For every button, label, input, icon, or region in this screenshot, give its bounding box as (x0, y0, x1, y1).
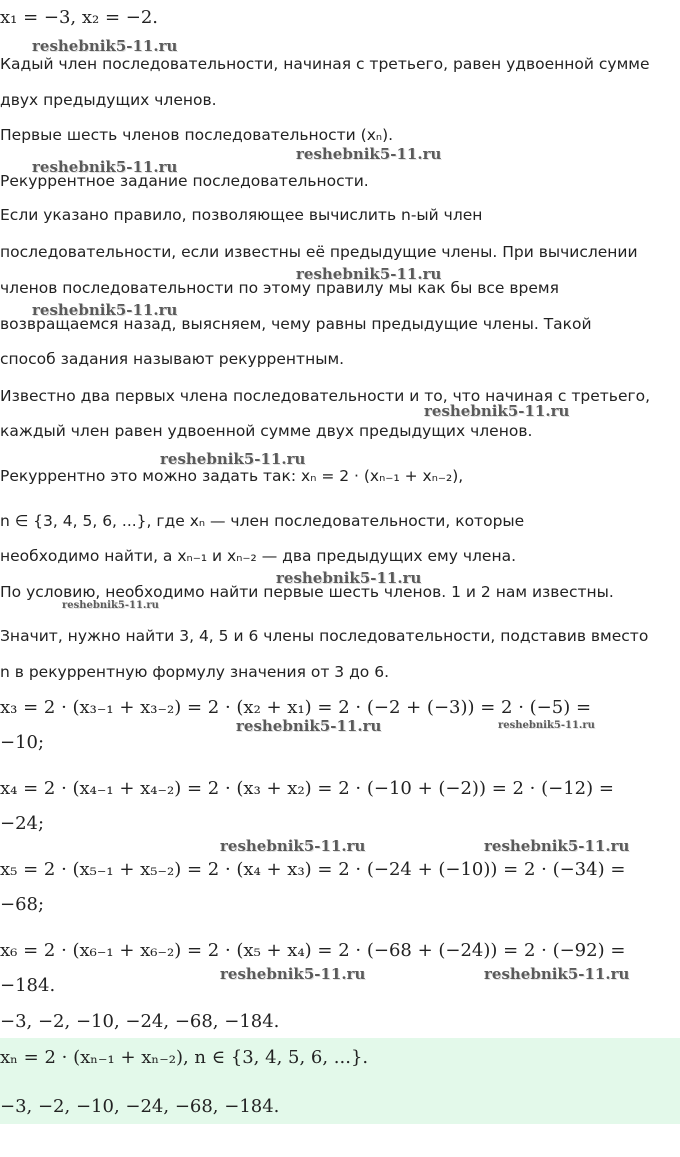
text-line: необходимо найти, а xₙ₋₁ и xₙ₋₂ — два предыдущих ему члена. (0, 547, 517, 565)
watermark: reshebnik5-11.ru (296, 145, 442, 163)
x6-equation: x₆ = 2 · (x₆₋₁ + x₆₋₂) = 2 · (x₅ + x₄) = 2 · (−68 + (−24)) = 2 · (−92) = (0, 940, 626, 961)
text-line: двух предыдущих членов. (0, 91, 217, 109)
watermark: reshebnik5-11.ru (220, 965, 366, 983)
x4-result: −24; (0, 813, 45, 834)
watermark: reshebnik5-11.ru (32, 158, 178, 176)
text-line: n ∈ {3, 4, 5, 6, ...}, где xₙ — член последовательности, которые (0, 512, 525, 530)
x5-result: −68; (0, 894, 45, 915)
text-line: Рекуррентное задание последовательности. (0, 172, 369, 190)
text-line: Если указано правило, позволяющее вычислить n-ый член (0, 206, 483, 224)
x6-result: −184. (0, 975, 56, 996)
watermark: reshebnik5-11.ru (296, 265, 442, 283)
x3-equation: x₃ = 2 · (x₃₋₁ + x₃₋₂) = 2 · (x₂ + x₁) = 2 · (−2 + (−3)) = 2 · (−5) = (0, 697, 592, 718)
x5-equation: x₅ = 2 · (x₅₋₁ + x₅₋₂) = 2 · (x₄ + x₃) = 2 · (−24 + (−10)) = 2 · (−34) = (0, 859, 626, 880)
text-line: Значит, нужно найти 3, 4, 5 и 6 члены последовательности, подставив вместо (0, 627, 649, 645)
watermark: reshebnik5-11.ru (236, 717, 382, 735)
given-values: x₁ = −3, x₂ = −2. (0, 7, 159, 28)
watermark: reshebnik5-11.ru (160, 450, 306, 468)
watermark: reshebnik5-11.ru (484, 837, 630, 855)
text-line: возвращаемся назад, выясняем, чему равны предыдущие члены. Такой (0, 315, 592, 333)
text-line: По условию, необходимо найти первые шесть членов. 1 и 2 нам известны. (0, 583, 614, 601)
sequence-line: −3, −2, −10, −24, −68, −184. (0, 1011, 280, 1032)
text-line: способ задания называют рекуррентным. (0, 350, 345, 368)
watermark: reshebnik5-11.ru (424, 402, 570, 420)
answer-formula: xₙ = 2 · (xₙ₋₁ + xₙ₋₂), n ∈ {3, 4, 5, 6, ...}. (0, 1047, 369, 1068)
watermark: reshebnik5-11.ru (62, 600, 159, 611)
x4-equation: x₄ = 2 · (x₄₋₁ + x₄₋₂) = 2 · (x₃ + x₂) = 2 · (−10 + (−2)) = 2 · (−12) = (0, 778, 614, 799)
watermark: reshebnik5-11.ru (220, 837, 366, 855)
text-line: Кадый член последовательности, начиная с третьего, равен удвоенной сумме (0, 55, 650, 73)
text-line: членов последовательности по этому правилу мы как бы все время (0, 279, 559, 297)
text-line: последовательности, если известны её предыдущие члены. При вычислении (0, 243, 638, 261)
answer-sequence: −3, −2, −10, −24, −68, −184. (0, 1096, 280, 1117)
watermark: reshebnik5-11.ru (484, 965, 630, 983)
watermark: reshebnik5-11.ru (32, 301, 178, 319)
watermark: reshebnik5-11.ru (498, 720, 595, 731)
watermark: reshebnik5-11.ru (32, 37, 178, 55)
text-line: Рекуррентно это можно задать так: xₙ = 2 · (xₙ₋₁ + xₙ₋₂), (0, 467, 464, 485)
text-line: Первые шесть членов последовательности (xₙ). (0, 126, 394, 144)
text-line: каждый член равен удвоенной сумме двух предыдущих членов. (0, 422, 533, 440)
watermark: reshebnik5-11.ru (276, 569, 422, 587)
text-line: Известно два первых члена последовательности и то, что начиная с третьего, (0, 387, 651, 405)
x3-result: −10; (0, 732, 45, 753)
text-line: n в рекуррентную формулу значения от 3 до 6. (0, 663, 389, 681)
